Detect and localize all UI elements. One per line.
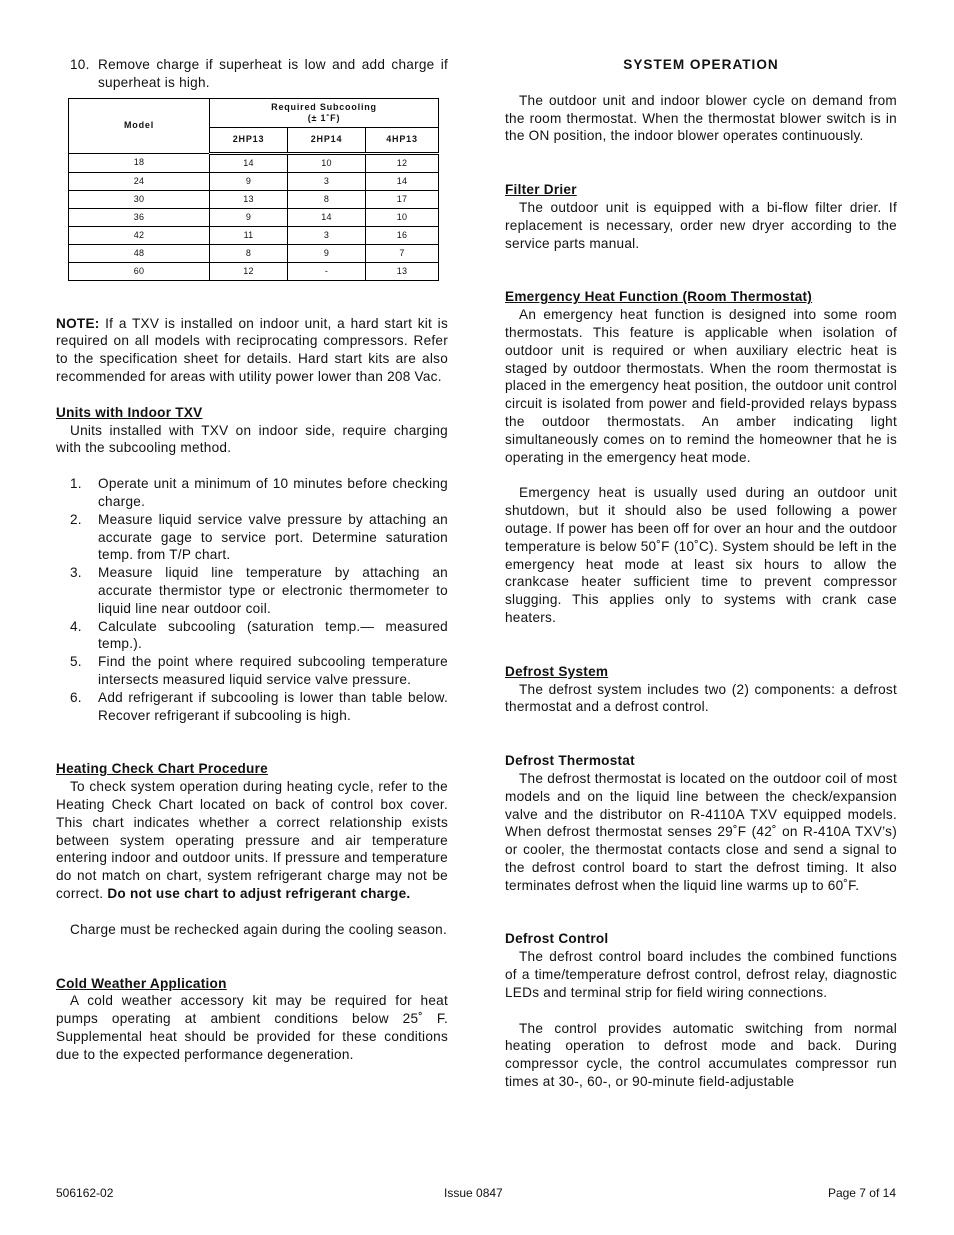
table-cell: 14: [210, 153, 288, 172]
defrost-control-heading: Defrost Control: [505, 931, 609, 947]
step-number: 1.: [70, 476, 82, 492]
subcooling-table: [68, 98, 439, 281]
table-cell: 7: [366, 244, 439, 262]
step-text: Remove charge if superheat is low and add charge if superheat is high.: [98, 57, 448, 90]
table-cell: -: [288, 262, 366, 280]
table-row: [69, 208, 439, 226]
table-cell: 14: [288, 208, 366, 226]
step-number: 4.: [70, 618, 82, 634]
step-text: Calculate subcooling (saturation temp.— measured temp.).: [98, 618, 448, 652]
heating-text: To check system operation during heating cycle, refer to the Heating Check Chart located on back of control box cover. This chart indicates whether a correct relationship exists between system operating pressure and air temperature entering indoor and outdoor units. If pressure and temperature do not match on chart, system refrigerant charge may not be correct.: [56, 779, 448, 901]
table-row: [69, 226, 439, 244]
table-row: [69, 190, 439, 208]
table-cell: 16: [366, 226, 439, 244]
defrost-thermostat-paragraph: The defrost thermostat is located on the outdoor coil of most models and on the liquid line between the check/expansion valve and the distributor on R-4110A TXV equipped models. When defrost thermostat senses 29˚F (42˚ on R-410A TXV’s) or cooler, the thermostat contacts close and send a signal to the defrost control board to start the defrost timing. It also terminates defrost when the liquid line warms up to 60˚F.: [505, 770, 897, 893]
step-text: Add refrigerant if subcooling is lower than table below. Recover refrigerant if subcooling is high.: [98, 689, 448, 723]
table-cell: 18: [69, 153, 210, 172]
table-cell: 13: [366, 262, 439, 280]
defrost-system-paragraph: The defrost system includes two (2) components: a defrost thermostat and a defrost control.: [505, 681, 897, 715]
system-operation-paragraph: The outdoor unit and indoor blower cycle on demand from the room thermostat. When the thermostat blower switch is in the ON position, the indoor blower operates continuously.: [505, 92, 897, 144]
table-row: [69, 262, 439, 280]
table-cell: 24: [69, 172, 210, 190]
table-cell: 36: [69, 208, 210, 226]
list-item: [56, 653, 448, 689]
column-header: 2HP13: [210, 127, 288, 153]
list-item: [56, 618, 448, 654]
table-cell: 3: [288, 172, 366, 190]
cold-weather-paragraph: A cold weather accessory kit may be required for heat pumps operating at ambient conditions below 25˚ F. Supplemental heat should be provided for these conditions due to the expected performance degeneration.: [56, 993, 448, 1062]
table-cell: 13: [210, 190, 288, 208]
table-cell: 10: [288, 153, 366, 172]
step-10-list: [56, 56, 448, 92]
table-cell: 12: [210, 262, 288, 280]
step-text: Find the point where required subcooling temperature intersects measured liquid service valve pressure.: [98, 654, 448, 687]
defrost-control-paragraph-2: The control provides automatic switching from normal heating operation to defrost mode and back. During compressor cycle, the control accumulates compressor run times at 30-, 60-, or 90-minute field-adjustable: [505, 1020, 897, 1090]
defrost-control-paragraph: The defrost control board includes the combined functions of a time/temperature defrost control, defrost relay, diagnostic LEDs and terminal strip for field wiring connections.: [505, 949, 897, 1000]
issue-number: Issue 0847: [444, 1186, 503, 1200]
model-header: Model: [69, 98, 210, 153]
step-number: 2.: [70, 511, 82, 527]
right-column: [505, 56, 897, 1091]
table-cell: 9: [288, 244, 366, 262]
emergency-heat-paragraph-2: Emergency heat is usually used during an outdoor unit shutdown, but it should also be used following a power outage. If power has been off for over an hour and the outdoor temperature is below 50˚F (10˚C). System should be left in the emergency heat mode at least six hours to allow the crankcase heater sufficient time to prevent compressor slugging. This applies only to systems with crank case heaters.: [505, 485, 897, 625]
table-cell: 10: [366, 208, 439, 226]
step-text: Measure liquid line temperature by attaching an accurate thermistor type or electronic thermometer to liquid line near outdoor coil.: [98, 565, 448, 616]
note-label: NOTE:: [56, 315, 100, 331]
list-item: [56, 689, 448, 725]
table-cell: 9: [210, 208, 288, 226]
heating-bold-warning: Do not use chart to adjust refrigerant charge.: [107, 885, 411, 901]
filter-drier-paragraph: The outdoor unit is equipped with a bi-flow filter drier. If replacement is necessary, order new dryer according to the service parts manual.: [505, 199, 897, 251]
defrost-system-heading: Defrost System: [505, 663, 609, 679]
filter-drier-heading: Filter Drier: [505, 182, 577, 198]
doc-number: 506162-02: [56, 1186, 114, 1200]
recheck-paragraph: Charge must be rechecked again during the cooling season.: [70, 921, 447, 937]
txv-heading: Units with Indoor TXV: [56, 404, 203, 420]
emergency-heat-heading: Emergency Heat Function (Room Thermostat): [505, 289, 813, 305]
table-row: [69, 153, 439, 172]
table-cell: 30: [69, 190, 210, 208]
left-column: [56, 56, 448, 1063]
table-cell: 17: [366, 190, 439, 208]
subcooling-group-header: [210, 98, 439, 127]
step-text: Operate unit a minimum of 10 minutes before checking charge.: [98, 476, 448, 509]
heating-heading: Heating Check Chart Procedure: [56, 761, 268, 777]
table-cell: 42: [69, 226, 210, 244]
list-item: [56, 56, 448, 92]
step-number: 3.: [70, 565, 82, 581]
column-header: 2HP14: [288, 127, 366, 153]
table-cell: 8: [210, 244, 288, 262]
step-number: 10.: [70, 57, 90, 72]
column-header: 4HP13: [366, 127, 439, 153]
table-cell: 48: [69, 244, 210, 262]
emergency-heat-paragraph: An emergency heat function is designed into some room thermostats. This feature is applicable when isolation of outdoor unit is required or when auxiliary electric heat is staged by outdoor thermostats. When the room thermostat is placed in the emergency heat position, the outdoor unit control circuit is isolated from power and field-provided relays bypass the outdoor thermostats. An amber indicating light simultaneously comes on to remind the homeowner that he is operating in the emergency heat mode.: [505, 307, 897, 465]
group-header-line2: (± 1˚F): [307, 112, 341, 123]
table-cell: 8: [288, 190, 366, 208]
note-text: If a TXV is installed on indoor unit, a hard start kit is required on all models with reciprocating compressors. Refer to the specification sheet for details. Hard start kits are also recommended for areas with utility power lower than 208 Vac.: [56, 315, 448, 384]
section-title: SYSTEM OPERATION: [623, 57, 779, 72]
table-row: [69, 172, 439, 190]
step-text: Measure liquid service valve pressure by attaching an accurate gage to service port. Determine saturation temp. from T/P chart.: [98, 511, 448, 563]
cold-weather-heading: Cold Weather Application: [56, 975, 227, 991]
table-cell: 3: [288, 226, 366, 244]
heating-paragraph: [56, 778, 448, 903]
list-item: [56, 564, 448, 617]
list-item: [56, 511, 448, 564]
defrost-thermostat-heading: Defrost Thermostat: [505, 753, 635, 769]
subcooling-steps-list: [56, 475, 448, 724]
table-cell: 11: [210, 226, 288, 244]
table-cell: 60: [69, 262, 210, 280]
table-row: [69, 244, 439, 262]
step-number: 6.: [70, 689, 82, 705]
group-header-line1: Required Subcooling: [271, 101, 377, 112]
note-paragraph: [56, 315, 448, 386]
step-number: 5.: [70, 654, 82, 670]
table-cell: 12: [366, 153, 439, 172]
list-item: [56, 475, 448, 511]
table-cell: 14: [366, 172, 439, 190]
txv-paragraph: Units installed with TXV on indoor side, require charging with the subcooling method.: [56, 422, 448, 456]
page-number: Page 7 of 14: [827, 1186, 896, 1200]
table-cell: 9: [210, 172, 288, 190]
